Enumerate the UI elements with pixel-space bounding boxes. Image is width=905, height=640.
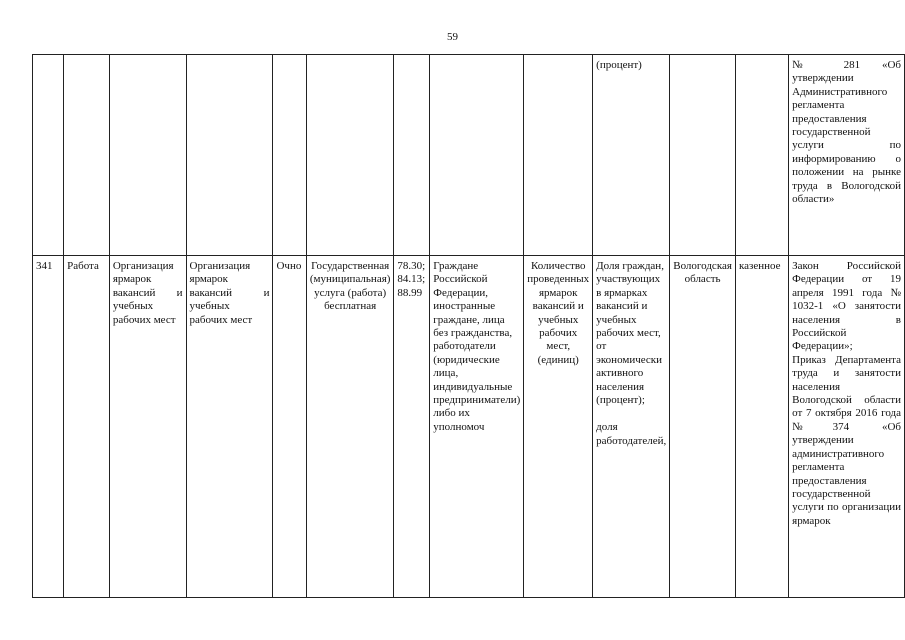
cell-service-content	[186, 55, 273, 256]
quality-indicator-share-employers: доля работодателей,	[596, 421, 667, 447]
cell-payment: Государственная (муниципальная) услуга (работа) бесплатная	[306, 256, 394, 598]
cell-territory	[670, 55, 736, 256]
quality-indicator-share-citizens: Доля граждан, участвующих в ярмарках вакансий и учебных рабочих мест, от экономически активного населения (процент);	[596, 260, 664, 407]
cell-consumers	[430, 55, 524, 256]
cell-form	[273, 55, 306, 256]
cell-payment	[306, 55, 394, 256]
cell-quality-indicator	[593, 256, 670, 598]
cell-territory: Вологодская область	[670, 256, 736, 598]
continuation-row	[33, 55, 905, 256]
legal-basis-law: Закон Российской Федерации от 19 апреля 1991 года № 1032-1 «О занятости населения в Российской Федерации»;	[792, 260, 901, 353]
cell-number: 341	[33, 256, 64, 598]
cell-quality-indicator: (процент)	[593, 55, 670, 256]
cell-service-name	[109, 55, 186, 256]
cell-form: Очно	[273, 256, 306, 598]
cell-consumers: Граждане Российской Федерации, иностранные граждане, лица без гражданства, работодатели (юридические лица, индивидуальные предприниматели) либо их уполномоч	[430, 256, 524, 598]
service-row	[33, 256, 905, 598]
legal-basis-order: Приказ Департамента труда и занятости населения Вологодской области от 7 октября 2016 года №374 «Об утверждении административного регламента предоставления государственной услуги по организации ярмарок	[792, 353, 901, 527]
spacer	[596, 407, 666, 421]
cell-codes	[394, 55, 430, 256]
cell-legal-basis	[789, 256, 905, 598]
page-number: 59	[447, 31, 458, 43]
cell-legal-basis: № 281 «Об утверждении Административного регламента предоставления государственной услуги по информированию о положении на рынке труда в Вологодской области»	[789, 55, 905, 256]
cell-institution-type: казенное	[735, 256, 788, 598]
cell-service-name: Организация ярмарок вакансий и учебных рабочих мест	[109, 256, 186, 598]
cell-category: Работа	[64, 256, 110, 598]
cell-category	[64, 55, 110, 256]
cell-volume-indicator: Количество проведенных ярмарок вакансий и учебных рабочих мест, (единиц)	[524, 256, 593, 598]
cell-codes: 78.30; 84.13; 88.99	[394, 256, 430, 598]
cell-service-content: Организация ярмарок вакансий и учебных рабочих мест	[186, 256, 273, 598]
register-table	[32, 54, 905, 598]
cell-institution-type	[735, 55, 788, 256]
cell-number	[33, 55, 64, 256]
cell-volume-indicator	[524, 55, 593, 256]
